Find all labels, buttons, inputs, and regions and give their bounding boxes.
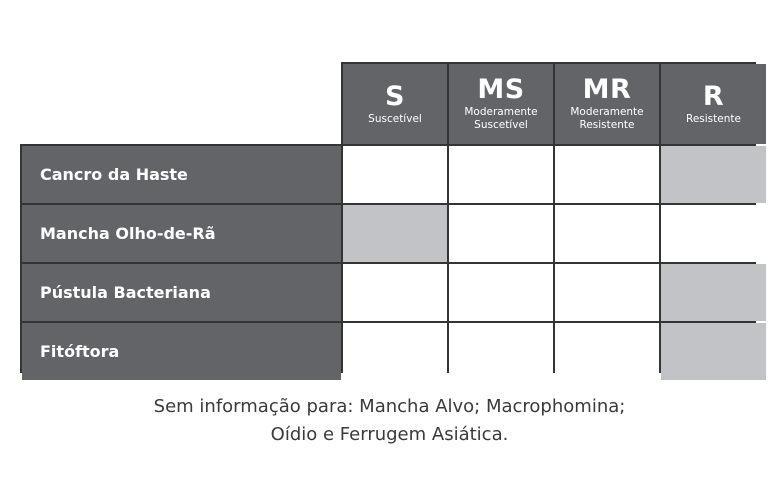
column-desc [570,106,643,132]
rating-cell [449,323,553,380]
rating-cell [555,205,659,262]
rating-cell [555,146,659,203]
rating-cell [449,264,553,321]
rating-cell [343,264,447,321]
column-header-ms [449,64,553,144]
column-desc [464,106,537,132]
table-corner [20,62,341,144]
rating-cell [343,323,447,380]
column-desc: Resistente [686,112,741,125]
rating-cell [343,146,447,203]
column-abbr: MS [477,74,525,105]
rating-cell [343,205,447,262]
column-header-mr [555,64,659,144]
footnote [0,393,779,449]
row-label: Cancro da Haste [22,146,341,203]
rating-cell [449,205,553,262]
footnote-line: Sem informação para: Mancha Alvo; Macrophomina; [153,396,626,417]
column-abbr: MR [582,74,632,105]
column-header-s [343,64,447,144]
rating-cell [555,264,659,321]
disease-resistance-table [20,62,756,373]
column-header-r [661,64,766,144]
column-desc-line: Moderamente [464,106,538,118]
column-abbr: R [702,80,725,112]
column-desc-line: Resistente [579,119,635,131]
rating-cell [661,323,766,380]
column-desc: Suscetível [368,112,422,125]
row-label: Fitóftora [22,323,341,380]
column-abbr: S [385,80,405,112]
rating-cell [661,264,766,321]
rating-cell [555,323,659,380]
column-desc-line: Suscetível [474,119,528,131]
rating-cell [661,205,766,262]
footnote-line: Oídio e Ferrugem Asiática. [270,424,509,445]
rating-cell [661,146,766,203]
row-label: Mancha Olho-de-Rã [22,205,341,262]
column-desc-line: Moderamente [570,106,644,118]
row-label: Pústula Bacteriana [22,264,341,321]
rating-cell [449,146,553,203]
